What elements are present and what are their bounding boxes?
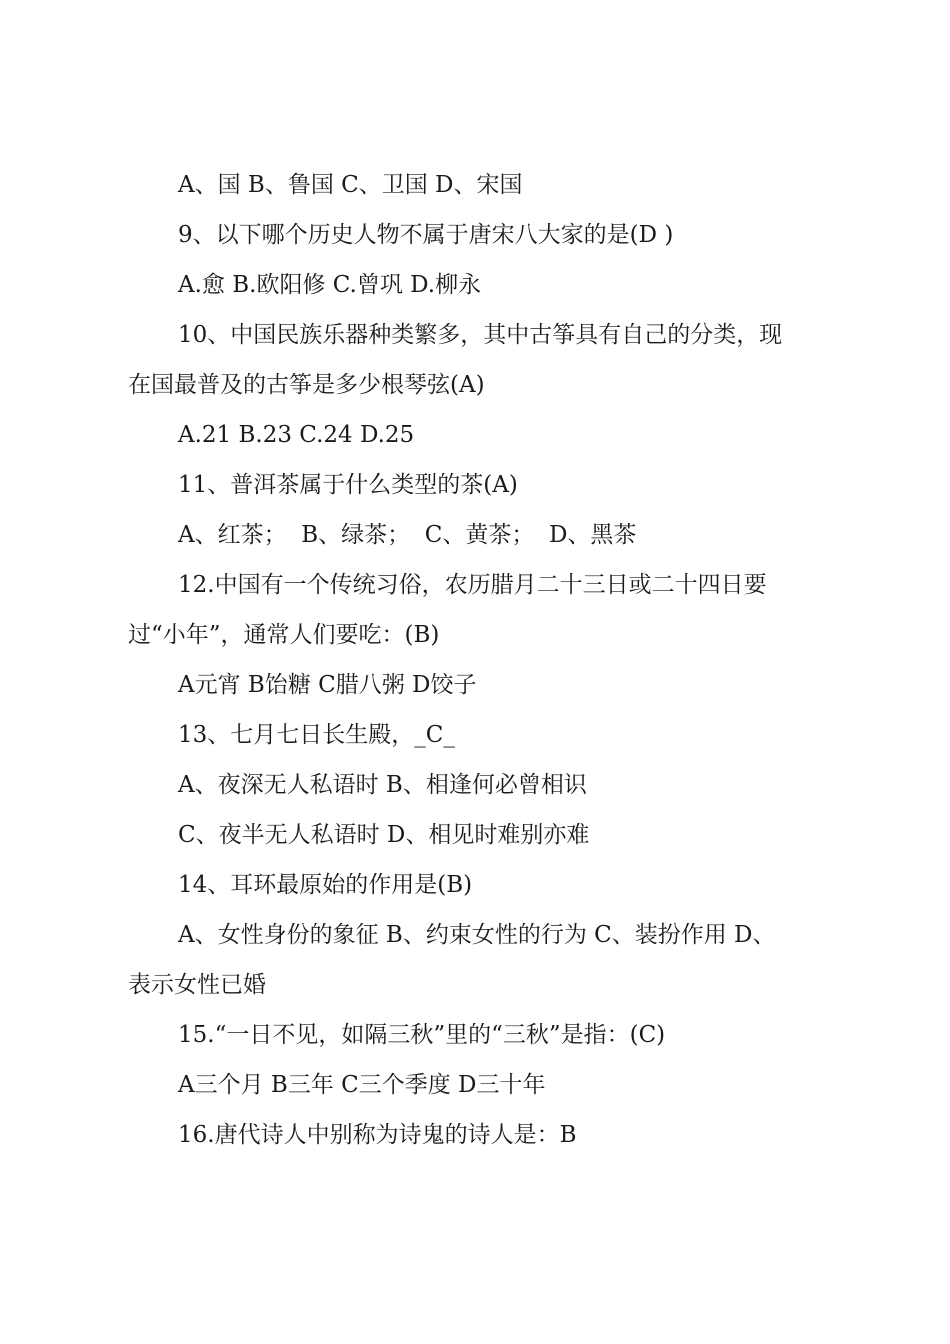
question-line: 9、以下哪个历史人物不属于唐宋八大家的是(D ) (178, 222, 674, 248)
question-line: 13、七月七日长生殿，_C_ (178, 722, 455, 748)
document-body (128, 160, 838, 1160)
question-continuation-line: 在国最普及的古筝是多少根琴弦(A) (128, 372, 485, 398)
options-line: A、红茶； B、绿茶； C、黄茶； D、黑茶 (178, 522, 637, 548)
question-line: 14、耳环最原始的作用是(B) (178, 872, 473, 898)
options-line: A.21 B.23 C.24 D.25 (178, 422, 415, 448)
options-line: A.愈 B.欧阳修 C.曾巩 D.柳永 (178, 272, 482, 298)
options-continuation-line: 表示女性已婚 (128, 972, 266, 998)
question-line: 16.唐代诗人中别称为诗鬼的诗人是：B (178, 1122, 577, 1148)
question-line: 15.“一日不见，如隔三秋”里的“三秋”是指：(C) (178, 1022, 666, 1048)
options-line: C、夜半无人私语时 D、相见时难别亦难 (178, 822, 590, 848)
question-continuation-line: 过“小年”，通常人们要吃：(B) (128, 622, 440, 648)
question-line: 10、中国民族乐器种类繁多，其中古筝具有自己的分类，现 (178, 322, 783, 348)
question-line: 11、普洱茶属于什么类型的茶(A) (178, 472, 518, 498)
options-line: A元宵 B饴糖 C腊八粥 D饺子 (178, 672, 477, 698)
question-line: 12.中国有一个传统习俗，农历腊月二十三日或二十四日要 (178, 572, 767, 598)
text-line: A、国 B、鲁国 C、卫国 D、宋国 (178, 172, 523, 198)
options-line: A、夜深无人私语时 B、相逢何必曾相识 (178, 772, 587, 798)
options-line: A、女性身份的象征 B、约束女性的行为 C、装扮作用 D、 (178, 922, 776, 948)
options-line: A三个月 B三年 C三个季度 D三十年 (178, 1072, 546, 1098)
